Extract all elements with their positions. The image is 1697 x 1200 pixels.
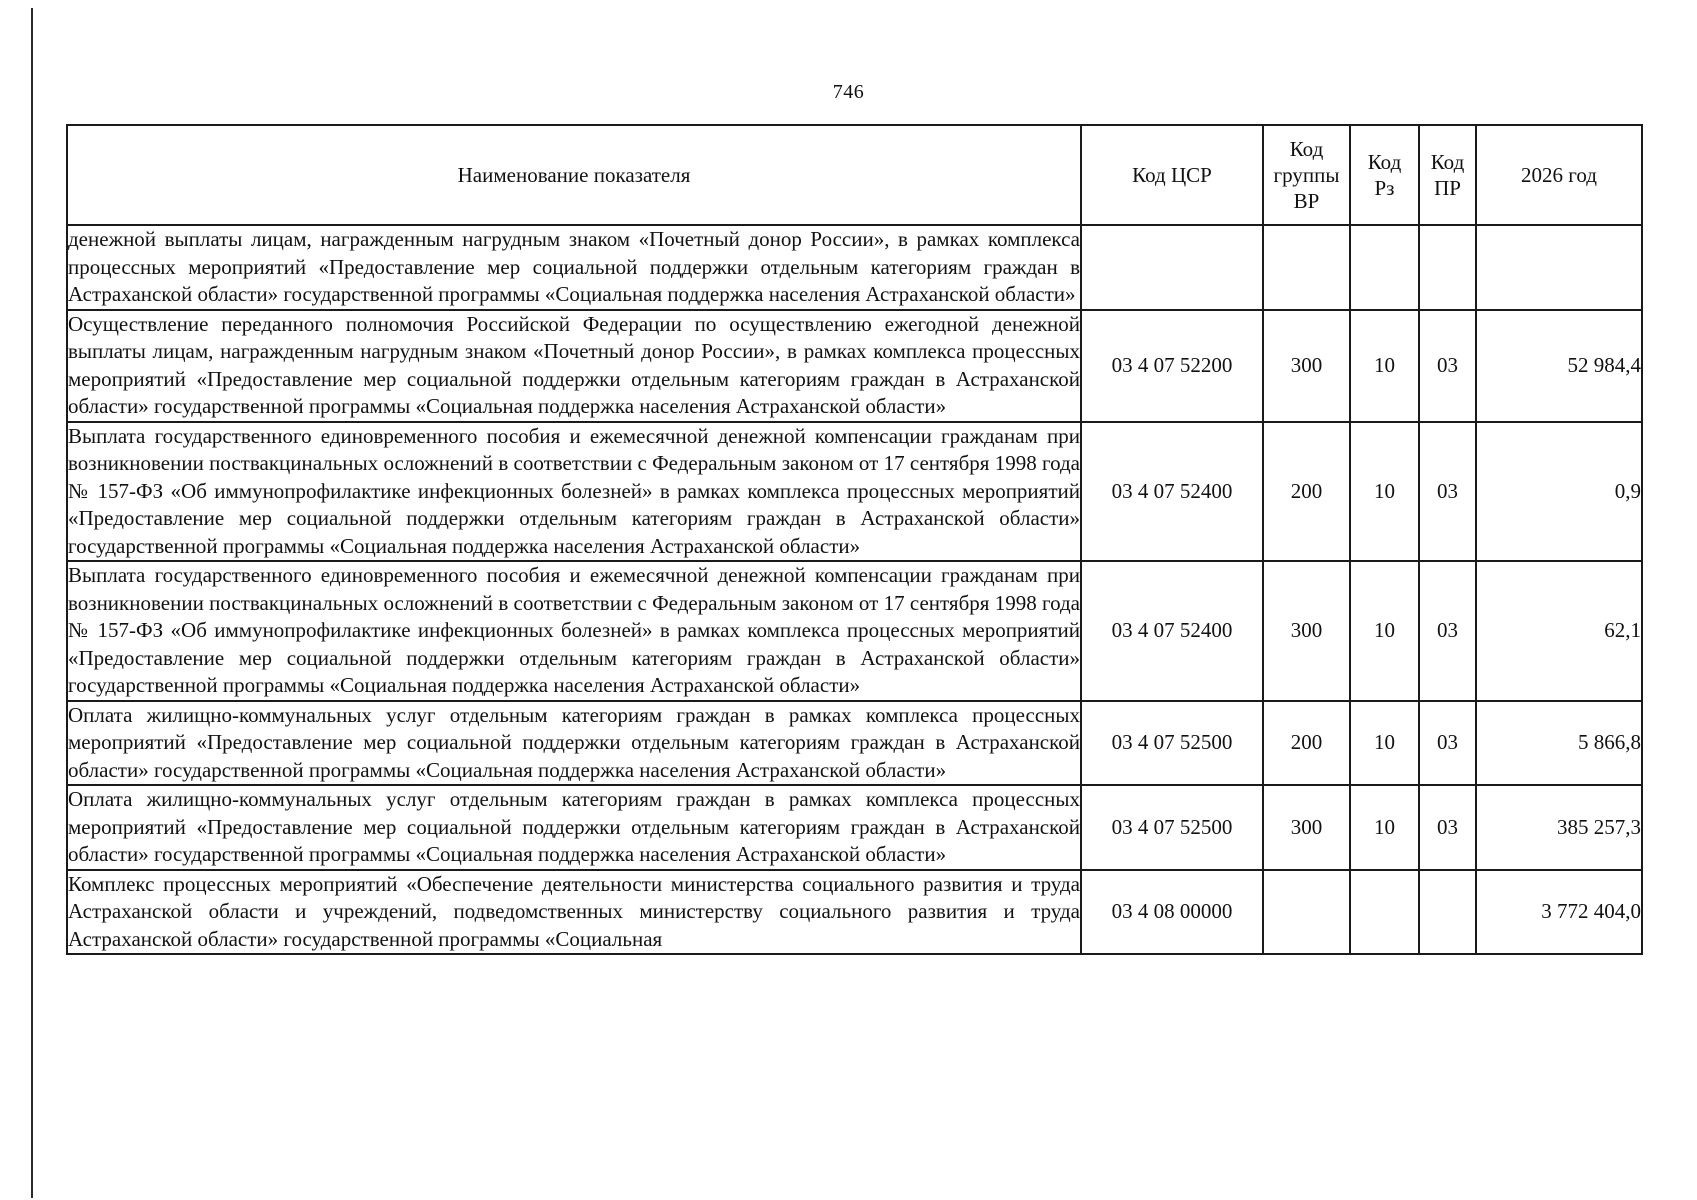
row-csr: 03 4 08 00000: [1081, 870, 1263, 955]
row-csr: 03 4 07 52400: [1081, 422, 1263, 562]
header-vr: Код группы ВР: [1263, 125, 1350, 225]
row-name: денежной выплаты лицам, награжденным нагрудным знаком «Почетный донор России», в рамках комплекса процессных мероприятий «Предоставление мер социальной поддержки отдельным категориям граждан в Астраханской области» государственной программы «Социальная поддержка населения Астраханской области»: [67, 225, 1081, 310]
row-amount: 385 257,3: [1476, 785, 1642, 870]
row-rz: [1350, 225, 1419, 310]
row-csr: [1081, 225, 1263, 310]
row-csr: 03 4 07 52200: [1081, 310, 1263, 422]
left-margin-line: [31, 8, 33, 1198]
row-amount: 0,9: [1476, 422, 1642, 562]
row-name: Осуществление переданного полномочия Российской Федерации по осуществлению ежегодной денежной выплаты лицам, награжденным нагрудным знаком «Почетный донор России», в рамках комплекса процессных мероприятий «Предоставление мер социальной поддержки отдельным категориям граждан в Астраханской области» государственной программы «Социальная поддержка населения Астраханской области»: [67, 310, 1081, 422]
row-csr: 03 4 07 52500: [1081, 701, 1263, 786]
header-name: Наименование показателя: [67, 125, 1081, 225]
row-pr: [1419, 225, 1476, 310]
row-name: Выплата государственного единовременного пособия и ежемесячной денежной компенсации гражданам при возникновении поствакцинальных осложнений в соответствии с Федеральным законом от 17 сентября 1998 года № 157-ФЗ «Об иммунопрофилактике инфекционных болезней» в рамках комплекса процессных мероприятий «Предоставление мер социальной поддержки отдельным категориям граждан в Астраханской области» государственной программы «Социальная поддержка населения Астраханской области»: [67, 422, 1081, 562]
row-csr: 03 4 07 52400: [1081, 561, 1263, 701]
row-amount: 5 866,8: [1476, 701, 1642, 786]
row-rz: 10: [1350, 310, 1419, 422]
row-vr: [1263, 870, 1350, 955]
row-pr: [1419, 870, 1476, 955]
table-row: [67, 701, 1642, 786]
budget-table: [66, 124, 1643, 955]
row-amount: 62,1: [1476, 561, 1642, 701]
row-name: Оплата жилищно-коммунальных услуг отдельным категориям граждан в рамках комплекса процессных мероприятий «Предоставление мер социальной поддержки отдельным категориям граждан в Астраханской области» государственной программы «Социальная поддержка населения Астраханской области»: [67, 701, 1081, 786]
table-row: [67, 785, 1642, 870]
row-pr: 03: [1419, 701, 1476, 786]
row-vr: 200: [1263, 422, 1350, 562]
row-pr: 03: [1419, 561, 1476, 701]
row-pr: 03: [1419, 310, 1476, 422]
row-csr: 03 4 07 52500: [1081, 785, 1263, 870]
row-vr: 300: [1263, 310, 1350, 422]
table-header-row: [67, 125, 1642, 225]
header-csr: Код ЦСР: [1081, 125, 1263, 225]
row-name: Комплекс процессных мероприятий «Обеспечение деятельности министерства социального развития и труда Астраханской области и учреждений, подведомственных министерству социального развития и труда Астраханской области» государственной программы «Социальная: [67, 870, 1081, 955]
header-year: 2026 год: [1476, 125, 1642, 225]
row-amount: [1476, 225, 1642, 310]
row-name: Выплата государственного единовременного пособия и ежемесячной денежной компенсации гражданам при возникновении поствакцинальных осложнений в соответствии с Федеральным законом от 17 сентября 1998 года № 157-ФЗ «Об иммунопрофилактике инфекционных болезней» в рамках комплекса процессных мероприятий «Предоставление мер социальной поддержки отдельным категориям граждан в Астраханской области» государственной программы «Социальная поддержка населения Астраханской области»: [67, 561, 1081, 701]
row-amount: 52 984,4: [1476, 310, 1642, 422]
header-pr: Код ПР: [1419, 125, 1476, 225]
header-rz: Код Рз: [1350, 125, 1419, 225]
table-row: [67, 225, 1642, 310]
page-number: 746: [832, 81, 865, 103]
row-vr: 300: [1263, 561, 1350, 701]
row-rz: 10: [1350, 561, 1419, 701]
table-row: [67, 561, 1642, 701]
row-rz: [1350, 870, 1419, 955]
table-row: [67, 310, 1642, 422]
table-row: [67, 422, 1642, 562]
row-rz: 10: [1350, 422, 1419, 562]
row-vr: 300: [1263, 785, 1350, 870]
row-vr: [1263, 225, 1350, 310]
row-rz: 10: [1350, 701, 1419, 786]
row-pr: 03: [1419, 785, 1476, 870]
row-pr: 03: [1419, 422, 1476, 562]
row-rz: 10: [1350, 785, 1419, 870]
row-name: Оплата жилищно-коммунальных услуг отдельным категориям граждан в рамках комплекса процессных мероприятий «Предоставление мер социальной поддержки отдельным категориям граждан в Астраханской области» государственной программы «Социальная поддержка населения Астраханской области»: [67, 785, 1081, 870]
row-amount: 3 772 404,0: [1476, 870, 1642, 955]
row-vr: 200: [1263, 701, 1350, 786]
table-row: [67, 870, 1642, 955]
